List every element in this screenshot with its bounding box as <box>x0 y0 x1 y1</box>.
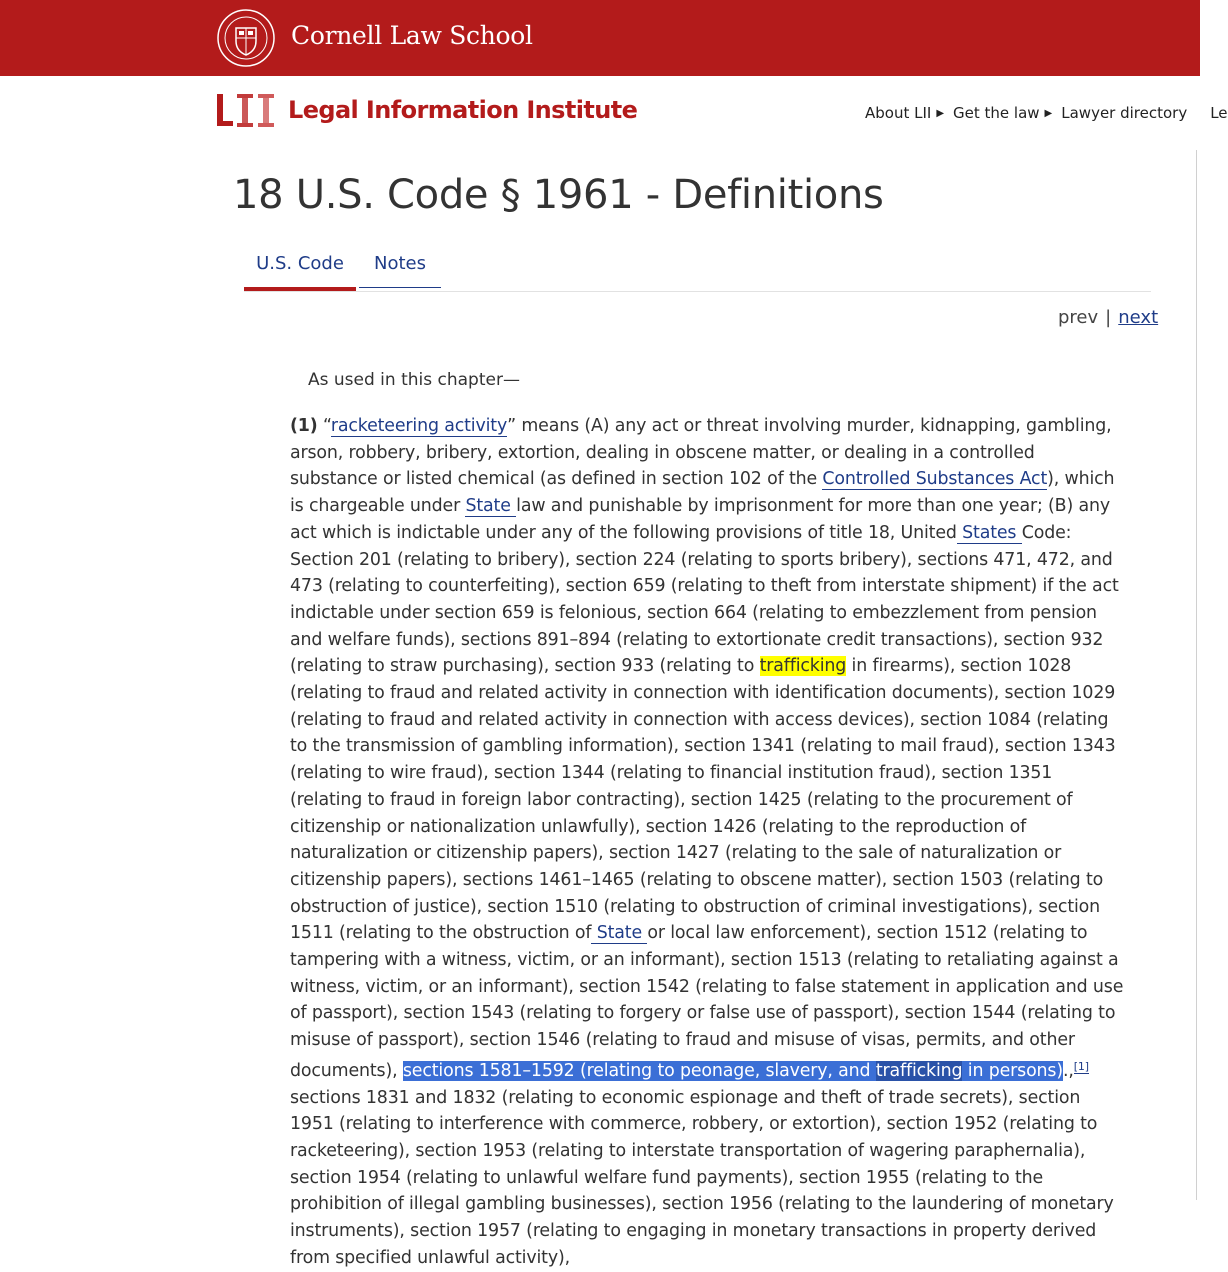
text-run: ), which is chargeable under <box>290 469 1115 517</box>
text-run: Code: Section 201 (relating to bribery), section 224 (relating to sports bribery), sections 471, 472, and 473 (relating to counterfeiting), section 659 (relating to theft from interstate shipment) if the act indictable under section 659 is felonious, section 664 (relating to embezzlement from pension and welfare funds), sections 891–894 (relating to extortionate credit transactions), section 932 (relating to straw purchasing), section 933 (relating to <box>290 522 1119 677</box>
selected-text: sections 1581–1592 (relating to peonage, slavery, and <box>402 1060 876 1081</box>
lii-logo-icon[interactable] <box>215 92 279 130</box>
text-selection <box>403 1061 1063 1081</box>
selected-search-match: trafficking <box>875 1060 963 1081</box>
caret-right-icon: ▶ <box>1044 107 1053 119</box>
next-link[interactable]: next <box>1118 307 1159 328</box>
tab-us-code-label: U.S. Code <box>256 253 344 274</box>
lii-site-name[interactable]: Legal Information Institute <box>288 96 638 124</box>
selected-text: in persons) <box>962 1060 1063 1081</box>
nav-get-the-law[interactable] <box>953 104 1052 122</box>
top-navigation <box>865 102 1228 124</box>
search-highlight-trafficking: trafficking <box>759 656 847 677</box>
nav-about-lii-label: About LII <box>865 104 932 122</box>
nav-lawyer-directory[interactable] <box>1061 104 1187 122</box>
link-state-2[interactable]: State <box>591 923 648 944</box>
text-run: ” means (A) any act or threat involving murder, kidnapping, gambling, arson, robbery, bribery, extortion, dealing in obscene matter, or dealing in a controlled substance or listed chemical (as defined in section 102 of the <box>290 416 1112 490</box>
cornell-seal-icon[interactable] <box>216 8 276 68</box>
nav-about-lii[interactable] <box>865 104 944 122</box>
link-states[interactable]: States <box>956 522 1022 543</box>
nav-get-the-law-label: Get the law <box>953 104 1040 122</box>
footnote-link[interactable]: [1] <box>1073 1059 1089 1073</box>
paragraph-number: (1) <box>290 416 318 436</box>
sidebar-edge <box>1196 150 1201 1200</box>
link-controlled-substances-act[interactable]: Controlled Substances Act <box>822 469 1048 490</box>
tab-notes[interactable] <box>359 247 441 288</box>
tab-us-code[interactable] <box>244 247 356 291</box>
nav-lawyer-directory-label: Lawyer directory <box>1061 104 1188 122</box>
nav-legal-encyclopedia-label: Le <box>1210 104 1228 122</box>
intro-text: As used in this chapter— <box>308 370 520 390</box>
text-run: law and punishable by imprisonment for more than one year; (B) any act which is indictable under any of the following provisions of title 18, United <box>290 496 1110 543</box>
cornell-header-bar <box>0 0 1200 76</box>
tab-notes-label: Notes <box>374 253 426 274</box>
text-run: or local law enforcement), section 1512 (relating to tampering with a witness, victim, or an informant), section 1513 (relating to retaliating against a witness, victim, or an informant), section 1542 (relating to false statement in application and use of passport), section 1543 (relating to forgery or false use of passport), section 1544 (relating to misuse of passport), section 1546 (relating to fraud and misuse of visas, permits, and other documents), <box>290 923 1124 1081</box>
text-run: in firearms), section 1028 (relating to fraud and related activity in connection with identification documents), section 1029 (relating to fraud and related activity in connection with access devices), section 1084 (relating to the transmission of gambling information), section 1341 (relating to mail fraud), section 1343 (relating to wire fraud), section 1344 (relating to financial institution fraud), section 1351 (relating to fraud in foreign labor contracting), section 1425 (relating to the procurement of citizenship or nationalization unlawfully), section 1426 (relating to the reproduction of naturalization or citizenship papers), section 1427 (relating to the sale of naturalization or citizenship papers), sections 1461–1465 (relating to obscene matter), section 1503 (relating to obstruction of justice), section 1510 (relating to obstruction of criminal investigations), section 1511 (relating to the obstruction of <box>290 656 1116 944</box>
footnote-marker <box>1074 1060 1089 1074</box>
prev-link[interactable]: prev <box>1058 307 1099 328</box>
link-racketeering-activity[interactable]: racketeering activity <box>330 416 508 436</box>
definition-paragraph-1 <box>290 413 1125 1272</box>
text-run: ., <box>1062 1060 1074 1081</box>
nav-legal-encyclopedia[interactable] <box>1196 104 1227 122</box>
text-run: “ <box>322 416 331 436</box>
content-tabs <box>244 247 1151 292</box>
cornell-law-school-name[interactable]: Cornell Law School <box>291 21 533 50</box>
pager-separator: | <box>1105 307 1112 328</box>
section-pager <box>1058 307 1158 328</box>
page-title: 18 U.S. Code § 1961 - Definitions <box>233 172 884 218</box>
text-run: sections 1831 and 1832 (relating to economic espionage and theft of trade secrets), section 1951 (relating to interference with commerce, robbery, or extortion), section 1952 (relating to racketeering), section 1953 (relating to interstate transportation of wagering paraphernalia), section 1954 (relating to unlawful welfare fund payments), section 1955 (relating to the prohibition of illegal gambling businesses), section 1956 (relating to the laundering of monetary instruments), section 1957 (relating to engaging in monetary transactions in property derived from specified unlawful activity), <box>290 1087 1114 1268</box>
link-state[interactable]: State <box>465 496 517 517</box>
caret-right-icon: ▶ <box>936 107 945 119</box>
